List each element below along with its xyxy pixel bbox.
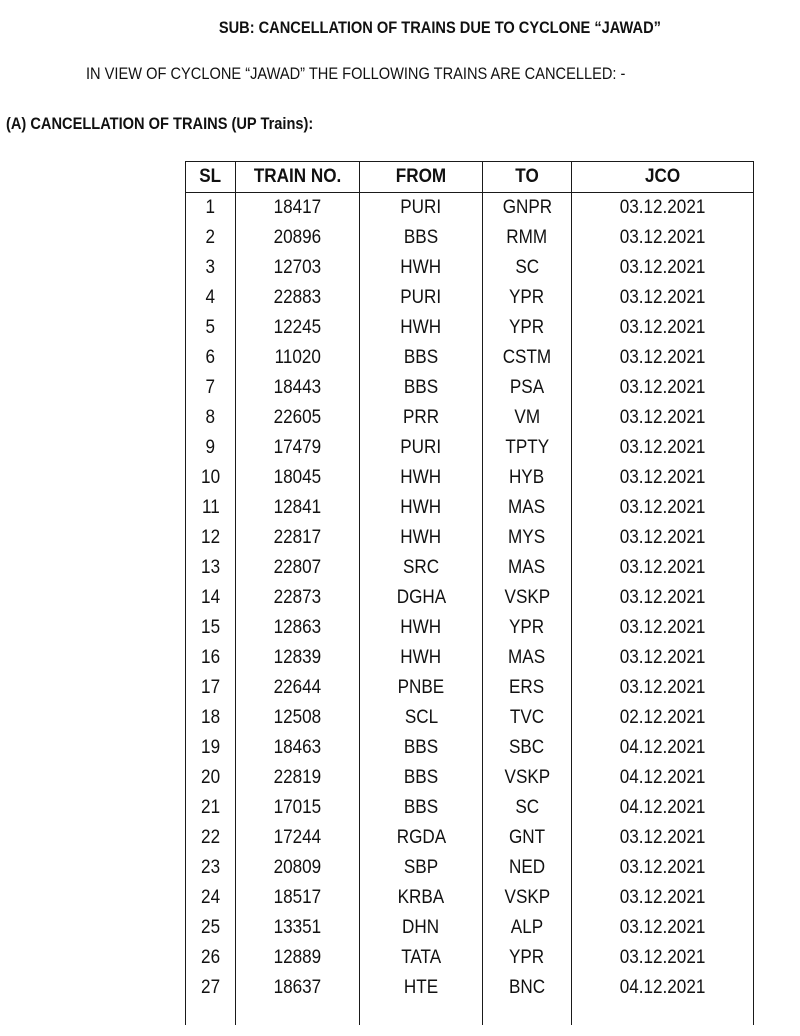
table-row: [186, 493, 754, 523]
cell-sl: 1: [186, 193, 236, 224]
section-heading: (A) CANCELLATION OF TRAINS (UP Trains):: [6, 114, 314, 133]
cell-train-no: 22883: [236, 283, 360, 313]
empty-cell: [360, 1003, 483, 1025]
cell-jco: 03.12.2021: [572, 283, 754, 313]
cell-sl: 27: [186, 973, 236, 1003]
cell-from: HWH: [360, 493, 483, 523]
cell-to: TVC: [483, 703, 572, 733]
cell-jco: 03.12.2021: [572, 193, 754, 224]
table-row: [186, 733, 754, 763]
cell-jco: 03.12.2021: [572, 463, 754, 493]
cell-train-no: 20809: [236, 853, 360, 883]
cell-to: YPR: [483, 613, 572, 643]
cell-from: BBS: [360, 343, 483, 373]
cell-train-no: 22807: [236, 553, 360, 583]
cell-jco: 03.12.2021: [572, 253, 754, 283]
table-row: [186, 943, 754, 973]
table-row: [186, 673, 754, 703]
cell-from: SBP: [360, 853, 483, 883]
cell-to: ALP: [483, 913, 572, 943]
cell-train-no: 12889: [236, 943, 360, 973]
cell-jco: 03.12.2021: [572, 313, 754, 343]
cell-from: HWH: [360, 523, 483, 553]
cell-sl: 23: [186, 853, 236, 883]
cell-from: BBS: [360, 373, 483, 403]
cell-from: PURI: [360, 283, 483, 313]
table-row: [186, 463, 754, 493]
cell-jco: 03.12.2021: [572, 583, 754, 613]
header-train-no: TRAIN NO.: [236, 162, 360, 193]
cell-from: BBS: [360, 223, 483, 253]
cell-train-no: 18637: [236, 973, 360, 1003]
cell-sl: 18: [186, 703, 236, 733]
table-row: [186, 223, 754, 253]
cell-from: HWH: [360, 313, 483, 343]
cell-to: VSKP: [483, 583, 572, 613]
cell-sl: 6: [186, 343, 236, 373]
cell-train-no: 12839: [236, 643, 360, 673]
cell-jco: 03.12.2021: [572, 613, 754, 643]
table-row: [186, 523, 754, 553]
cell-jco: 03.12.2021: [572, 343, 754, 373]
cell-to: VSKP: [483, 763, 572, 793]
cell-to: VM: [483, 403, 572, 433]
table-row: [186, 373, 754, 403]
cell-to: MAS: [483, 553, 572, 583]
cell-jco: 03.12.2021: [572, 523, 754, 553]
header-row: [186, 162, 754, 193]
cell-sl: 24: [186, 883, 236, 913]
cell-train-no: 17244: [236, 823, 360, 853]
table-row: [186, 253, 754, 283]
cell-jco: 03.12.2021: [572, 883, 754, 913]
cell-train-no: 18443: [236, 373, 360, 403]
cell-jco: 03.12.2021: [572, 673, 754, 703]
cell-sl: 16: [186, 643, 236, 673]
header-sl: SL: [186, 162, 236, 193]
cell-train-no: 11020: [236, 343, 360, 373]
cell-jco: 02.12.2021: [572, 703, 754, 733]
header-from: FROM: [360, 162, 483, 193]
cell-train-no: 17479: [236, 433, 360, 463]
cell-sl: 14: [186, 583, 236, 613]
cell-jco: 03.12.2021: [572, 823, 754, 853]
cell-jco: 04.12.2021: [572, 793, 754, 823]
cell-train-no: 18045: [236, 463, 360, 493]
cell-to: GNT: [483, 823, 572, 853]
cell-sl: 26: [186, 943, 236, 973]
cell-to: HYB: [483, 463, 572, 493]
table-row: [186, 763, 754, 793]
table-row: [186, 583, 754, 613]
table-row: [186, 313, 754, 343]
cell-sl: 22: [186, 823, 236, 853]
cell-train-no: 12863: [236, 613, 360, 643]
cell-train-no: 22873: [236, 583, 360, 613]
cell-to: YPR: [483, 283, 572, 313]
document-subject: SUB: CANCELLATION OF TRAINS DUE TO CYCLONE “JAWAD”: [218, 18, 661, 37]
cell-to: MYS: [483, 523, 572, 553]
cell-to: VSKP: [483, 883, 572, 913]
cell-sl: 4: [186, 283, 236, 313]
cell-to: CSTM: [483, 343, 572, 373]
table-row: [186, 703, 754, 733]
header-to: TO: [483, 162, 572, 193]
table-row: [186, 823, 754, 853]
table-row-empty: [186, 1003, 754, 1025]
cell-to: PSA: [483, 373, 572, 403]
cell-sl: 21: [186, 793, 236, 823]
cell-sl: 10: [186, 463, 236, 493]
cell-train-no: 18517: [236, 883, 360, 913]
cell-to: SC: [483, 253, 572, 283]
table-row: [186, 283, 754, 313]
intro-text: IN VIEW OF CYCLONE “JAWAD” THE FOLLOWING TRAINS ARE CANCELLED: -: [86, 64, 626, 83]
cell-sl: 7: [186, 373, 236, 403]
cell-jco: 03.12.2021: [572, 853, 754, 883]
empty-cell: [236, 1003, 360, 1025]
table-row: [186, 433, 754, 463]
cell-from: SRC: [360, 553, 483, 583]
cell-from: HWH: [360, 463, 483, 493]
cell-sl: 12: [186, 523, 236, 553]
table-row: [186, 613, 754, 643]
cell-sl: 8: [186, 403, 236, 433]
empty-cell: [186, 1003, 236, 1025]
cell-to: SC: [483, 793, 572, 823]
cell-from: HTE: [360, 973, 483, 1003]
cell-sl: 13: [186, 553, 236, 583]
cell-from: HWH: [360, 643, 483, 673]
cell-from: SCL: [360, 703, 483, 733]
cell-train-no: 12841: [236, 493, 360, 523]
cell-to: MAS: [483, 643, 572, 673]
cell-jco: 03.12.2021: [572, 943, 754, 973]
table-row: [186, 643, 754, 673]
table-row: [186, 193, 754, 224]
cell-to: TPTY: [483, 433, 572, 463]
cell-sl: 2: [186, 223, 236, 253]
cell-to: NED: [483, 853, 572, 883]
cell-sl: 11: [186, 493, 236, 523]
cell-from: HWH: [360, 253, 483, 283]
cell-to: RMM: [483, 223, 572, 253]
cell-from: PURI: [360, 433, 483, 463]
cell-to: ERS: [483, 673, 572, 703]
cell-train-no: 22817: [236, 523, 360, 553]
cell-from: RGDA: [360, 823, 483, 853]
table-row: [186, 553, 754, 583]
cell-from: BBS: [360, 793, 483, 823]
empty-cell: [483, 1003, 572, 1025]
cell-jco: 03.12.2021: [572, 553, 754, 583]
cell-from: DHN: [360, 913, 483, 943]
cell-train-no: 22819: [236, 763, 360, 793]
cell-from: HWH: [360, 613, 483, 643]
cell-from: DGHA: [360, 583, 483, 613]
cell-train-no: 12508: [236, 703, 360, 733]
cell-to: GNPR: [483, 193, 572, 224]
table-row: [186, 853, 754, 883]
cell-train-no: 22644: [236, 673, 360, 703]
empty-cell: [572, 1003, 754, 1025]
cell-sl: 19: [186, 733, 236, 763]
cell-jco: 04.12.2021: [572, 763, 754, 793]
cancelled-trains-table: [185, 161, 754, 1025]
cell-train-no: 18463: [236, 733, 360, 763]
cell-sl: 15: [186, 613, 236, 643]
cell-from: BBS: [360, 733, 483, 763]
cell-jco: 03.12.2021: [572, 913, 754, 943]
cell-train-no: 20896: [236, 223, 360, 253]
cell-from: TATA: [360, 943, 483, 973]
cell-to: YPR: [483, 313, 572, 343]
table-row: [186, 793, 754, 823]
cell-jco: 03.12.2021: [572, 493, 754, 523]
cell-jco: 04.12.2021: [572, 973, 754, 1003]
cell-to: YPR: [483, 943, 572, 973]
table-row: [186, 883, 754, 913]
cell-to: MAS: [483, 493, 572, 523]
cell-sl: 5: [186, 313, 236, 343]
cell-jco: 03.12.2021: [572, 433, 754, 463]
cell-to: BNC: [483, 973, 572, 1003]
cell-jco: 03.12.2021: [572, 373, 754, 403]
cell-from: PRR: [360, 403, 483, 433]
cell-train-no: 18417: [236, 193, 360, 224]
cell-train-no: 12703: [236, 253, 360, 283]
table-row: [186, 973, 754, 1003]
cell-sl: 20: [186, 763, 236, 793]
cell-jco: 03.12.2021: [572, 643, 754, 673]
cell-jco: 03.12.2021: [572, 403, 754, 433]
table-row: [186, 913, 754, 943]
cell-sl: 25: [186, 913, 236, 943]
table-row: [186, 343, 754, 373]
cell-train-no: 22605: [236, 403, 360, 433]
cell-jco: 03.12.2021: [572, 223, 754, 253]
cell-to: SBC: [483, 733, 572, 763]
cell-sl: 17: [186, 673, 236, 703]
cell-from: PNBE: [360, 673, 483, 703]
cell-from: PURI: [360, 193, 483, 224]
header-jco: JCO: [572, 162, 754, 193]
cell-train-no: 17015: [236, 793, 360, 823]
cell-from: KRBA: [360, 883, 483, 913]
cell-train-no: 12245: [236, 313, 360, 343]
cell-train-no: 13351: [236, 913, 360, 943]
cell-jco: 04.12.2021: [572, 733, 754, 763]
table-row: [186, 403, 754, 433]
cell-sl: 3: [186, 253, 236, 283]
cell-from: BBS: [360, 763, 483, 793]
table-body: [186, 193, 754, 1026]
table-header: [186, 162, 754, 193]
cell-sl: 9: [186, 433, 236, 463]
